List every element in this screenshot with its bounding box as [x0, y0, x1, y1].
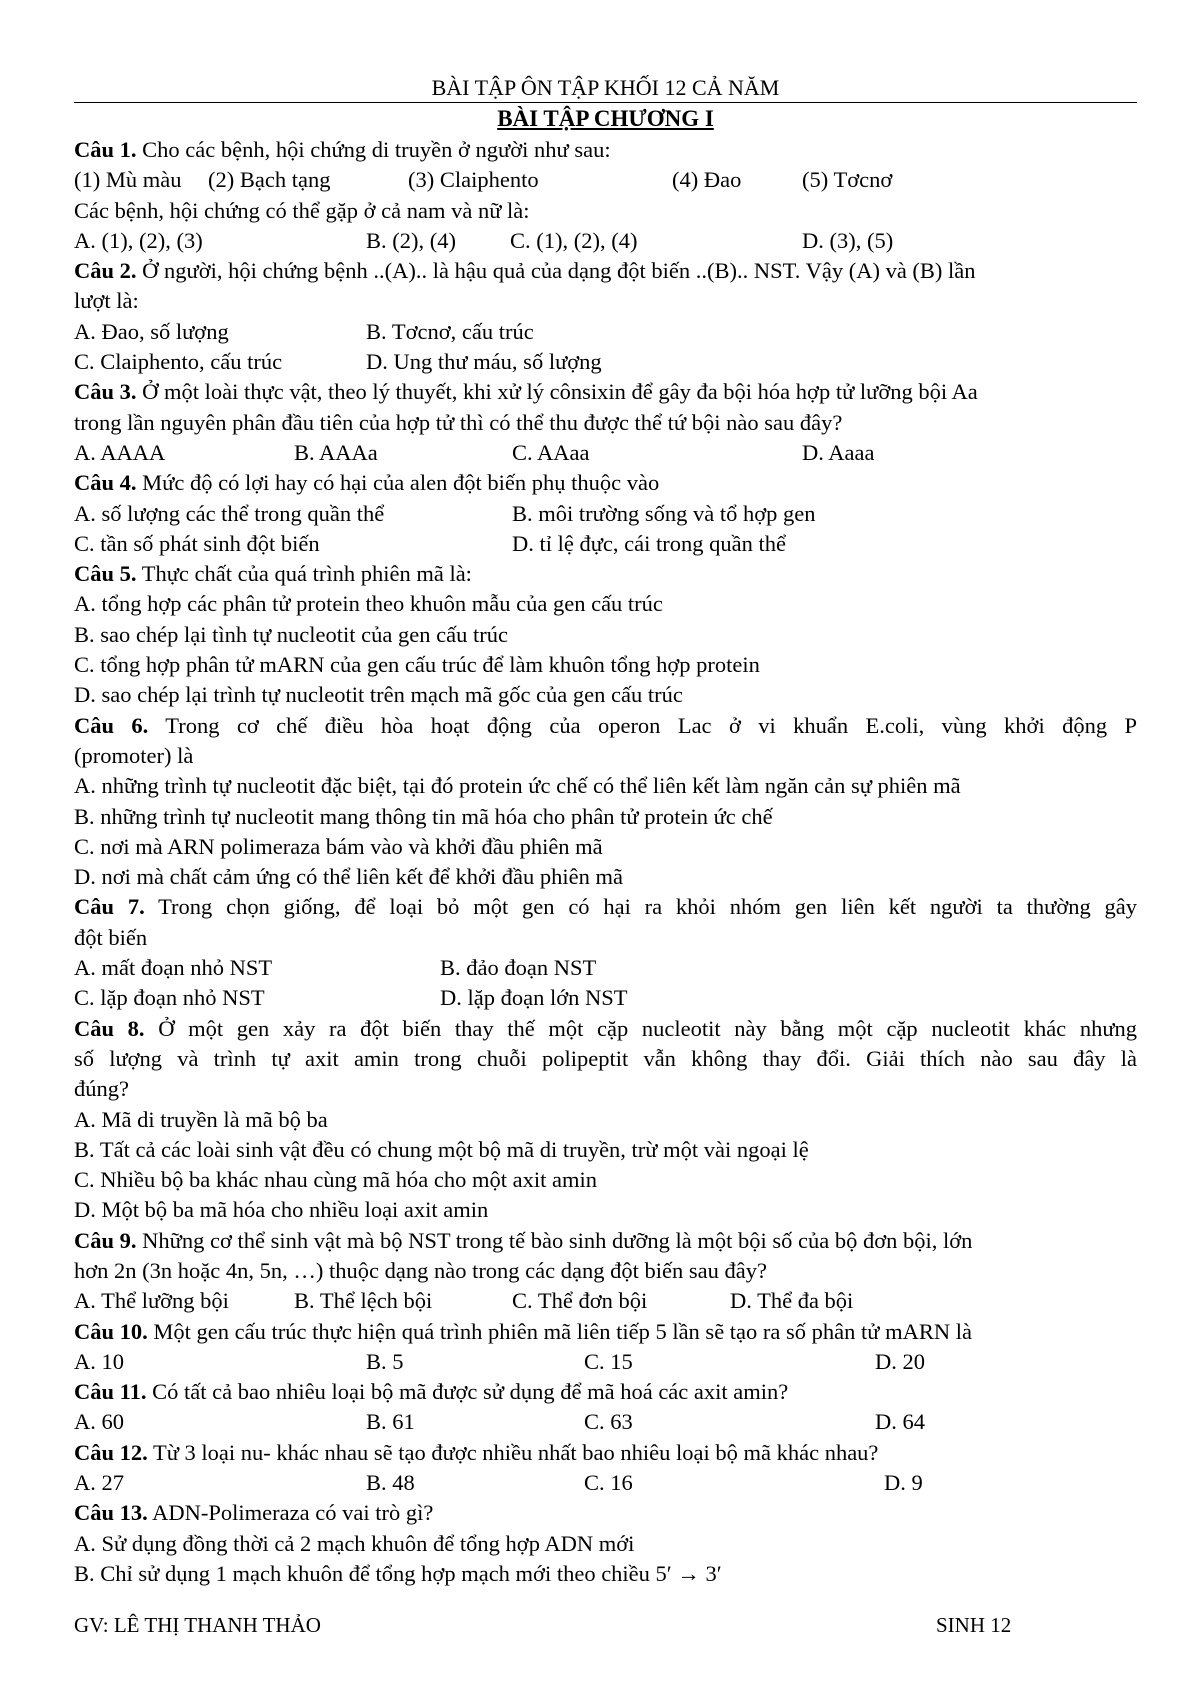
- question-text: ADN-Polimeraza có vai trò gì?: [147, 1500, 434, 1526]
- answer-option-a: A. Sử dụng đồng thời cả 2 mạch khuôn để tổng hợp ADN mới: [74, 1530, 635, 1556]
- answer-option-a: A. tổng hợp các phân tử protein theo khuôn mẫu của gen cấu trúc: [74, 591, 663, 617]
- question-1: [74, 135, 1137, 165]
- answer-option-c: C. tần số phát sinh đột biến: [74, 530, 320, 556]
- question-text: Ở một gen xảy ra đột biến thay thế một cặp nucleotit này bằng một cặp nucleotit khác nhưng: [144, 1015, 1138, 1041]
- answer-option-a: A. 60: [74, 1409, 124, 1435]
- q7-options-row1: [74, 953, 1137, 983]
- q2-options-row2: [74, 347, 1137, 377]
- answer-option-b: B. những trình tự nucleotit mang thông tin mã hóa cho phân tử protein ức chế: [74, 803, 773, 829]
- answer-option-b: B. AAAa: [294, 439, 378, 465]
- question-label: Câu 4.: [74, 470, 137, 496]
- question-7: [74, 892, 1137, 922]
- q1-item-2: (2) Bạch tạng: [208, 167, 331, 193]
- answer-option-d: D. Thể đa bội: [730, 1288, 854, 1314]
- question-text: Thực chất của quá trình phiên mã là:: [136, 561, 472, 587]
- answer-option-d: D. Một bộ ba mã hóa cho nhiều loại axit amin: [74, 1197, 489, 1223]
- question-2: [74, 256, 1137, 286]
- answer-option-c: C. lặp đoạn nhỏ NST: [74, 985, 265, 1011]
- q1-item-3: (3) Claiphento: [408, 167, 539, 193]
- answer-option-c: C. AAaa: [512, 439, 590, 465]
- answer-option-d: D. Aaaa: [802, 439, 875, 465]
- question-label: Câu 2.: [74, 258, 137, 284]
- answer-option-a: A. AAAA: [74, 439, 166, 465]
- answer-option-b: B. 61: [366, 1409, 415, 1435]
- answer-option-c: C. 16: [584, 1470, 633, 1496]
- answer-option-b: B. môi trường sống và tổ hợp gen: [512, 500, 816, 526]
- question-text: Từ 3 loại nu- khác nhau sẽ tạo được nhiều nhất bao nhiêu loại bộ mã khác nhau?: [147, 1439, 879, 1465]
- question-label: Câu 1.: [74, 137, 137, 162]
- question-text: Những cơ thể sinh vật mà bộ NST trong tế bào sinh dưỡng là một bội số của bộ đơn bội, lớn: [136, 1227, 973, 1253]
- question-label: Câu 13.: [74, 1500, 148, 1526]
- answer-option-d: D. 9: [884, 1470, 923, 1496]
- question-label: Câu 12.: [74, 1439, 148, 1465]
- question-4: [74, 468, 1137, 498]
- page-footer: [74, 1610, 1137, 1640]
- q1-item-1: (1) Mù màu: [74, 167, 182, 193]
- answer-option-d: D. 64: [875, 1409, 925, 1435]
- q4-options-row2: [74, 529, 1137, 559]
- answer-option-b: B. Tất cả các loài sinh vật đều có chung một bộ mã di truyền, trừ một vài ngoại lệ: [74, 1136, 809, 1162]
- question-text-cont: trong lần nguyên phân đầu tiên của hợp tử thì có thể thu được thể tứ bội nào sau đây?: [74, 409, 843, 435]
- answer-option-a: A. mất đoạn nhỏ NST: [74, 955, 273, 981]
- answer-option-c: C. Thể đơn bội: [512, 1288, 648, 1314]
- q11-options: [74, 1407, 1137, 1437]
- answer-option-a: A. Đao, số lượng: [74, 318, 229, 344]
- answer-option-b: B. Thể lệch bội: [294, 1288, 433, 1314]
- answer-option-d: D. tỉ lệ đực, cái trong quần thể: [512, 530, 786, 556]
- answer-option-a: A. 27: [74, 1470, 124, 1496]
- q7-options-row2: [74, 983, 1137, 1013]
- answer-option-b: B. Tơcnơ, cấu trúc: [366, 318, 534, 344]
- answer-option-b: B. Chỉ sử dụng 1 mạch khuôn để tổng hợp mạch mới theo chiều 5′ → 3′: [74, 1560, 722, 1586]
- q9-options: [74, 1286, 1137, 1316]
- question-label: Câu 8.: [74, 1015, 145, 1041]
- answer-option-b: B. sao chép lại tình tự nucleotit của gen cấu trúc: [74, 621, 508, 647]
- question-label: Câu 9.: [74, 1227, 137, 1253]
- page-header: BÀI TẬP ÔN TẬP KHỐI 12 CẢ NĂM: [74, 74, 1137, 103]
- question-12: [74, 1438, 1137, 1468]
- answer-option-a: A. Thể lưỡng bội: [74, 1288, 229, 1314]
- q10-options: [74, 1347, 1137, 1377]
- question-text-cont: (promoter) là: [74, 742, 194, 768]
- exercise-content: [74, 135, 1137, 1589]
- answer-option-a: A. (1), (2), (3): [74, 227, 203, 253]
- answer-option-b: B. đảo đoạn NST: [440, 955, 597, 981]
- question-label: Câu 6.: [74, 712, 149, 738]
- question-text-cont: lượt là:: [74, 288, 139, 314]
- answer-option-b: B. 48: [366, 1470, 415, 1496]
- answer-option-b: B. (2), (4): [366, 227, 456, 253]
- question-8: [74, 1014, 1137, 1044]
- q1-item-5: (5) Tơcnơ: [802, 167, 893, 193]
- question-text-cont: số lượng và trình tự axit amin trong chuỗi polipeptit vẫn không thay đổi. Giải thích nào sau đây là: [74, 1045, 1137, 1071]
- answer-option-c: C. (1), (2), (4): [510, 227, 638, 253]
- answer-option-a: A. Mã di truyền là mã bộ ba: [74, 1106, 328, 1132]
- q2-options-row1: [74, 317, 1137, 347]
- q1-options: [74, 226, 1137, 256]
- chapter-title: [74, 104, 1137, 134]
- q3-options: [74, 438, 1137, 468]
- answer-option-b: B. 5: [366, 1348, 404, 1374]
- question-text: Ở người, hội chứng bệnh ..(A).. là hậu quả của dạng đột biến ..(B).. NST. Vậy (A) và (B) lần: [136, 258, 976, 284]
- question-5: [74, 559, 1137, 589]
- q1-item-4: (4) Đao: [672, 167, 742, 193]
- question-text: Mức độ có lợi hay có hại của alen đột biến phụ thuộc vào: [136, 470, 660, 496]
- question-13: [74, 1498, 1137, 1528]
- q12-options: [74, 1468, 1137, 1498]
- footer-teacher: GV: LÊ THỊ THANH THẢO: [74, 1613, 321, 1637]
- question-text: Một gen cấu trúc thực hiện quá trình phiên mã liên tiếp 5 lần sẽ tạo ra số phân tử mARN là: [147, 1318, 972, 1344]
- q4-options-row1: [74, 499, 1137, 529]
- question-text: Trong cơ chế điều hòa hoạt động của operon Lac ở vi khuẩn E.coli, vùng khởi động P: [148, 712, 1138, 738]
- answer-option-c: C. tổng hợp phân tử mARN của gen cấu trúc để làm khuôn tổng hợp protein: [74, 652, 760, 678]
- question-label: Câu 10.: [74, 1318, 148, 1344]
- question-text-cont: hơn 2n (3n hoặc 4n, 5n, …) thuộc dạng nào trong các dạng đột biến sau đây?: [74, 1257, 767, 1283]
- answer-option-c: C. 15: [584, 1348, 633, 1374]
- question-9: [74, 1226, 1137, 1256]
- answer-option-a: A. những trình tự nucleotit đặc biệt, tại đó protein ức chế có thể liên kết làm ngăn cản sự phiên mã: [74, 773, 961, 799]
- answer-option-d: D. lặp đoạn lớn NST: [440, 985, 628, 1011]
- answer-option-c: C. Claiphento, cấu trúc: [74, 349, 283, 375]
- question-label: Câu 5.: [74, 561, 137, 587]
- answer-option-c: C. nơi mà ARN polimeraza bám vào và khởi đầu phiên mã: [74, 833, 603, 859]
- answer-option-d: D. nơi mà chất cảm ứng có thể liên kết để khởi đầu phiên mã: [74, 864, 623, 890]
- answer-option-a: A. 10: [74, 1348, 124, 1374]
- question-text: Có tất cả bao nhiêu loại bộ mã được sử dụng để mã hoá các axit amin?: [146, 1379, 789, 1405]
- answer-option-a: A. số lượng các thể trong quần thể: [74, 500, 385, 526]
- answer-option-c: C. Nhiều bộ ba khác nhau cùng mã hóa cho một axit amin: [74, 1167, 597, 1193]
- answer-option-c: C. 63: [584, 1409, 633, 1435]
- question-text-cont: đột biến: [74, 924, 148, 950]
- q1-text2: Các bệnh, hội chứng có thể gặp ở cả nam và nữ là:: [74, 197, 530, 223]
- answer-option-d: D. sao chép lại trình tự nucleotit trên mạch mã gốc của gen cấu trúc: [74, 682, 683, 708]
- answer-option-d: D. 20: [875, 1348, 925, 1374]
- question-6: [74, 711, 1137, 741]
- question-text: Ở một loài thực vật, theo lý thuyết, khi xử lý cônsixin để gây đa bội hóa hợp tử lưỡng bội Aa: [136, 379, 978, 405]
- question-label: Câu 3.: [74, 379, 137, 405]
- q1-items: [74, 165, 1137, 195]
- footer-subject: SINH 12: [936, 1613, 1012, 1637]
- question-text-cont2: đúng?: [74, 1076, 129, 1102]
- question-label: Câu 7.: [74, 894, 145, 920]
- question-label: Câu 11.: [74, 1379, 147, 1405]
- question-text: Cho các bệnh, hội chứng di truyền ở người như sau:: [136, 137, 611, 162]
- question-11: [74, 1377, 1137, 1407]
- answer-option-d: D. (3), (5): [802, 227, 894, 253]
- question-text: Trong chọn giống, để loại bỏ một gen có hại ra khỏi nhóm gen liên kết người ta thường gây: [144, 894, 1138, 920]
- chapter-title-text: BÀI TẬP CHƯƠNG I: [497, 106, 714, 131]
- answer-option-d: D. Ung thư máu, số lượng: [366, 349, 602, 375]
- question-10: [74, 1317, 1137, 1347]
- question-3: [74, 377, 1137, 407]
